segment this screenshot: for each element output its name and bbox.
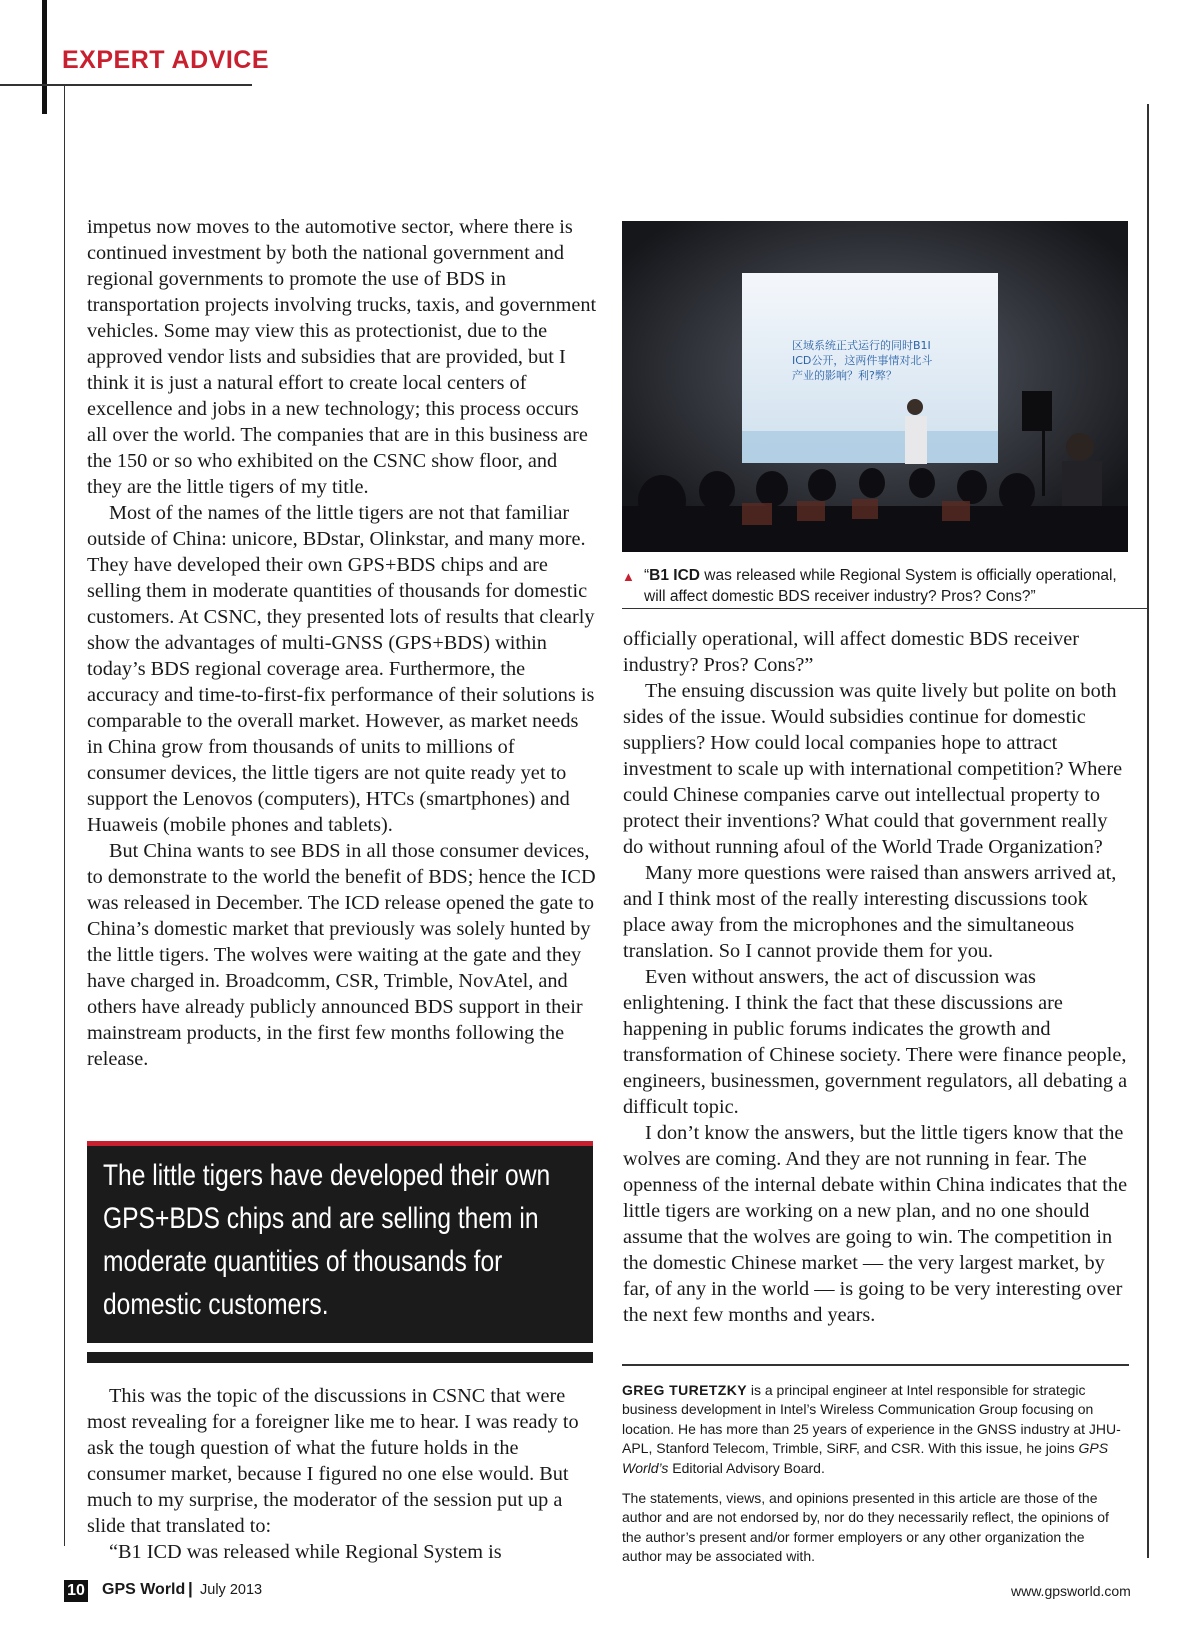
header-accent-bar [42, 0, 47, 114]
author-bio [622, 1381, 1128, 1478]
article-paragraph: “B1 ICD was released while Regional System is [109, 1541, 502, 1563]
bio-text-end: Editorial Advisory Board. [668, 1459, 825, 1476]
bio-text: is a principal engineer at Intel responsible for strategic business development in Intel’s Wireless Communication Group focusing on location. He has more than 25 years of experience in the GNSS industry at JHU-APL, Stanford Telecom, Trimble, SiRF, and CSR. With this issue, he joins [622, 1382, 1121, 1457]
author-name: GREG TURETZKY [622, 1382, 747, 1398]
disclaimer: The statements, views, and opinions presented in this article are those of the author and are not endorsed by, nor do they necessarily reflect, the opinions of the author’s present and/or former employers or any other organization the author may be associated with. [622, 1490, 1109, 1565]
article-column-left-bottom [87, 1383, 597, 1565]
article-paragraph: But China wants to see BDS in all those consumer devices, to demonstrate to the world the benefit of BDS; hence the ICD was released in December. The ICD release opened the gate to China’s domestic market that previously was solely hunted by the little tigers. The wolves were waiting at the gate and they have charged in. Broadcomm, CSR, Trimble, NovAtel, and others have already publicly announced BDS support in their mainstream products, in the first few months following the release. [87, 840, 596, 1070]
photo-caption [622, 565, 1128, 607]
header-rule [0, 84, 252, 86]
page-number: 10 [64, 1580, 88, 1602]
section-label: EXPERT ADVICE [62, 46, 270, 74]
slide-text-line: 区域系统正式运行的同时B1I [792, 339, 931, 352]
caption-marker-icon: ▲ [622, 569, 635, 584]
slide-text-line: 产业的影响？利?弊？ [792, 369, 897, 382]
pull-quote-text: The little tigers have developed their own GPS+BDS chips and are selling them in moderate quantities of thousands for domestic customers. [103, 1159, 551, 1321]
article-paragraph: The ensuing discussion was quite lively but polite on both sides of the issue. Would subsidies continue for domestic suppliers? How could local companies hope to attract investment to scale up with international competition? Where could Chinese companies carve out intellectual property to protect their inventions? What could that government really do without running afoul of the World Trade Organization? [623, 680, 1123, 858]
article-paragraph: Even without answers, the act of discussion was enlightening. I think the fact that these discussions are happening in public forums indicates the growth and transformation of Chinese society. There were finance people, engineers, businessmen, government regulators, all debating a difficult topic. [623, 966, 1128, 1118]
caption-open-quote: “ [644, 567, 650, 584]
article-paragraph: Many more questions were raised than answers arrived at, and I think most of the really interesting discussions took place away from the microphones and the simultaneous translation. So I cannot provide them for you. [623, 862, 1117, 962]
article-column-left [87, 214, 597, 1072]
caption-rule [622, 608, 1147, 609]
bio-italic: GPS World’s [622, 1440, 1109, 1476]
article-column-right [623, 626, 1131, 1328]
article-paragraph: This was the topic of the discussions in CSNC that were most revealing for a foreigner like me to hear. I was ready to ask the tough question of what the future holds in the consumer market, because I figured no one else would. But much to my surprise, the moderator of the session put up a slide that translated to: [87, 1385, 579, 1537]
conference-photo [622, 221, 1128, 552]
magazine-name: GPS World [102, 1581, 186, 1598]
article-paragraph: Most of the names of the little tigers are not that familiar outside of China: unicore, BDstar, Olinkstar, and many more. They have developed their own GPS+BDS chips and are selling them in moderate quantities of thousands for domestic customers. At CSNC, they presented lots of results that clearly show the advantages of multi-GNSS (GPS+BDS) within today’s BDS regional coverage area. Furthermore, the accuracy and time-to-first-fix performance of their solutions is comparable to the overall market. However, as market needs in China grow from thousands of units to millions of consumer devices, the little tigers are not quite ready yet to support the Lenovos (computers), HTCs (smartphones) and Huaweis (mobile phones and tablets). [87, 502, 595, 836]
footer-separator: | [188, 1579, 193, 1598]
pull-quote-bottom-bar [87, 1352, 593, 1363]
bio-rule [622, 1364, 1129, 1366]
article-paragraph: I don’t know the answers, but the little tigers know that the wolves are coming. And they are not running in fear. The openness of the internal debate within China indicates that the little tigers are working on a new plan, and no one should assume that the wolves are going to win. The competition in the domestic Chinese market — the very largest market, by far, of any in the world — is going to be very interesting over the next few months and years. [623, 1122, 1128, 1326]
caption-bold: B1 ICD [649, 567, 700, 584]
website-link[interactable]: www.gpsworld.com [1011, 1583, 1131, 1599]
article-paragraph: officially operational, will affect domestic BDS receiver industry? Pros? Cons?” [623, 628, 1079, 676]
caption-text [622, 565, 1128, 607]
article-paragraph: impetus now moves to the automotive sector, where there is continued investment by both the national government and regional governments to promote the use of BDS in transportation projects involving trucks, taxis, and government vehicles. Some may view this as protectionist, due to the approved vendor lists and subsidies that are provided, but I think it is just a natural effort to create local centers of excellence and jobs in a new technology; this process occurs all over the world. The companies that are in this business are the 150 or so who exhibited on the CSNC show floor, and they are the little tigers of my title. [87, 216, 597, 498]
issue-date: July 2013 [200, 1582, 263, 1598]
right-margin-rule [1147, 104, 1149, 1558]
left-margin-rule [64, 86, 65, 1546]
slide-text-line: ICD公开，这两件事情对北斗 [792, 354, 933, 367]
caption-rest: was released while Regional System is officially operational, will affect domestic BDS receiver industry? Pros? Cons?” [644, 567, 1117, 605]
